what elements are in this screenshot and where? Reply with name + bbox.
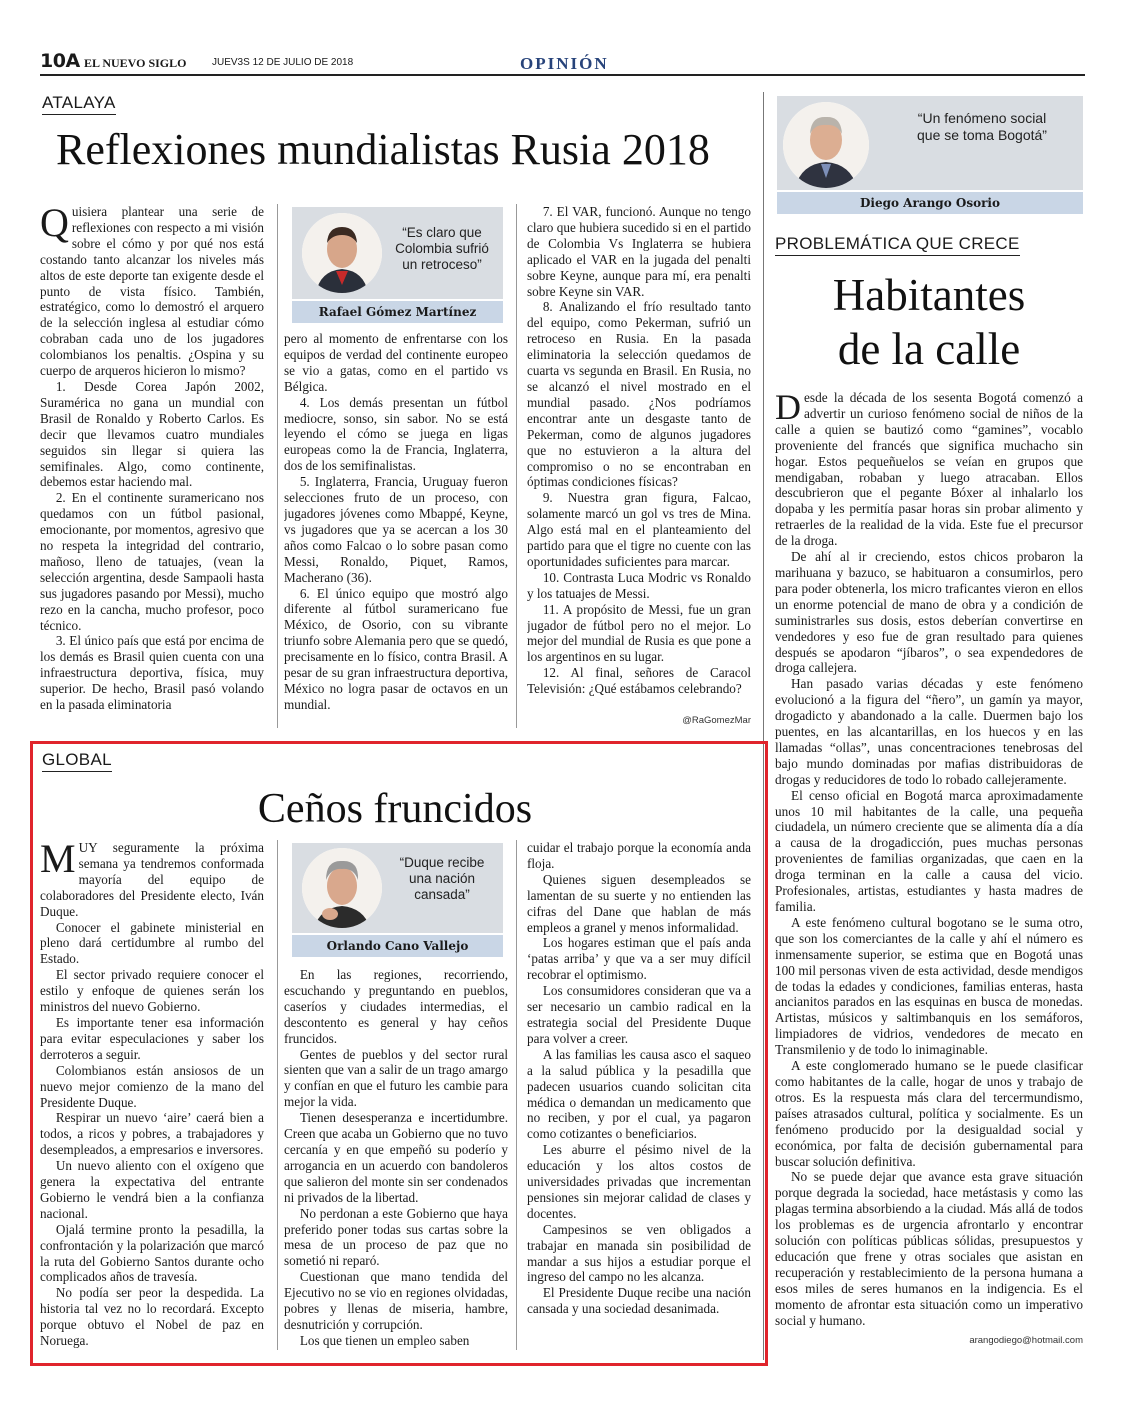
column-divider — [516, 204, 517, 728]
habitantes-signature: arangodiego@hotmail.com — [969, 1335, 1083, 1346]
global-paragraph: Cuestionan que mano tendida del Ejecutivo no se vio en regiones olvidadas, pobres y llenas de miseria, hambre, desnutrición y corrupción. — [284, 1269, 508, 1332]
drop-cap: D — [775, 390, 801, 427]
global-paragraph: Tienen desesperanza e incertidumbre. Creen que acaba un Gobierno que no tuvo cercanía y en que empeñó su poderío y arrogancia en un acuerdo con bandoleros que salieron del monte sin ser condenados ni privados de la libertad. — [284, 1110, 508, 1205]
atalaya-author-box — [292, 207, 503, 323]
habitantes-paragraph: A este conglomerado humano se le puede clasificar como habitantes de la calle, hogar de unos y trabajo de otros. Es la respuesta más clara del tercermundismo, países atrasados cultural, política y socialmente. Es un fenómeno producido por la desigualdad social y económica, por falta de decisión gubernamental para buscar solución definitiva. — [775, 1058, 1083, 1169]
global-paragraph: Conocer el gabinete ministerial en pleno dará certidumbre al rumbo del Estado. — [40, 919, 264, 967]
atalaya-column-1 — [40, 204, 264, 728]
global-paragraph: Quienes siguen desempleados se lamentan de su suerte y no entienden las cifras del Dane que hablan de más empleos a granel y menos informalidad. — [527, 871, 751, 935]
global-column-3 — [527, 840, 751, 1352]
atalaya-paragraph: 6. El único equipo que mostró algo diferente al fútbol suramericano fue México, de Osorio, con su vibrante triunfo sobre Alemania pero que se quedó, precisamente en lo físico, contra Brasil. A pesar de su gran infraestructura deportiva, México no logra pasar de octavos en un mundial. — [284, 585, 508, 712]
atalaya-paragraph: 12. Al final, señores de Caracol Televisión: ¿Qué estábamos celebrando? — [527, 665, 751, 697]
global-paragraph: Los hogares estiman que el país anda ‘patas arriba’ y que va a ser muy difícil recobrar el optimismo. — [527, 935, 751, 983]
global-paragraph: No podía ser peor la despedida. La historia tal vez no lo recordará. Excepto porque obtuvo el Nobel de paz en Noruega. — [40, 1285, 264, 1349]
atalaya-paragraph: 10. Contrasta Luca Modric vs Ronaldo y los tatuajes de Messi. — [527, 569, 751, 601]
author-portrait-icon — [302, 848, 382, 928]
column-divider — [516, 840, 517, 1350]
atalaya-column-3 — [527, 204, 751, 714]
section-name: OPINIÓN — [520, 54, 609, 73]
atalaya-author-name: Rafael Gómez Martínez — [292, 299, 503, 323]
global-kicker-wrap — [42, 750, 112, 772]
atalaya-paragraph: 7. El VAR, funcionó. Aunque no tengo claro que hubiera sucedido si en el partido de Colombia Vs Inglaterra se hubiera aplicado el VAR en la jugada del penalti sobre Keyne, aunque para mí, era penalti sobre Keyne sin VAR. — [527, 204, 751, 299]
habitantes-kicker: PROBLEMÁTICA QUE CRECE — [775, 234, 1020, 256]
global-paragraph: El Presidente Duque recibe una nación cansada y una sociedad desanimada. — [527, 1285, 751, 1317]
newspaper-name: EL NUEVO SIGLO — [84, 56, 187, 70]
page-number: 10A — [40, 50, 80, 72]
habitantes-paragraph: De ahí al ir creciendo, estos chicos probaron la marihuana y bazuco, se habituaron a consumirlos, pero para poder obtenerla, los micro traficantes vieron en ellos un enorme potencial de mano de obra y a condición de suministrarles sus dosis, estos deberían convertirse en vendedores y eso fue de gran resultado para quienes después se apodaron “jíbaros”, o sea expendedores de droga callejera. — [775, 549, 1083, 676]
atalaya-headline: Reflexiones mundialistas Rusia 2018 — [56, 125, 710, 174]
habitantes-lead-text: esde la década de los sesenta Bogotá comenzó a advertir un curioso fenómeno social de niños de la calle a quien se bautizó como “gamines”, vocablo proveniente del francés que significa muchacho sin hogar. Estos pequeñuelos se veían en grupos que mendigaban, robaban y luego atracaban. Ellos descubrieron que el pegante Bóxer al inhalarlo los dopaba y les permitía pasar horas sin probar alimento y retraerles de la realidad de la vida. Este fue el precursor de la droga. — [775, 390, 1083, 549]
global-paragraph: Los consumidores consideran que va a ser necesario un cambio radical en la estrategia social del Presidente Duque para volver a creer. — [527, 983, 751, 1046]
masthead-rule — [40, 74, 1085, 76]
global-paragraph: En las regiones, recorriendo, escuchando y preguntando en pueblos, caseríos y ciudades intermedias, el descontento es general y hay ceños fruncidos. — [284, 967, 508, 1046]
masthead — [40, 50, 1085, 74]
habitantes-paragraph: Han pasado varias décadas y este fenómeno evolucionó a la figura del “ñero”, un gamín ya mayor, drogadicto y abandonado a la calle. Duermen bajo los puentes, en las alcantarillas, en los huecos y en las llamadas “ollas”, unas concentraciones tenebrosas del bajo mundo dominadas por mafias distribuidoras de drogas y reducidores de todo lo robado callejeramente. — [775, 676, 1083, 787]
atalaya-kicker: ATALAYA — [42, 93, 116, 115]
global-paragraph: El sector privado requiere conocer el estilo y enfoque de quienes serán los ministros del nuevo Gobierno. — [40, 967, 264, 1015]
habitantes-kicker-wrap — [775, 234, 1020, 256]
atalaya-paragraph: 9. Nuestra gran figura, Falcao, solamente marcó un gol vs tres de Mina. Algo está mal en el planteamiento del partido para que el tigre no cuente con las oportunidades suficientes para marcar. — [527, 490, 751, 569]
habitantes-author-name: Diego Arango Osorio — [777, 190, 1083, 214]
global-headline: Ceños fruncidos — [257, 786, 533, 832]
global-paragraph: A las familias les causa asco el saqueo a la salud pública y la pesadilla que padecen usuarios cuando solicitan cita médica o demandan un medicamento que no reciben, y por el cual, ya pagaron como cotizantes o beneficiarios. — [527, 1046, 751, 1142]
global-author-name: Orlando Cano Vallejo — [292, 933, 503, 957]
author-portrait-icon — [783, 102, 869, 188]
column-divider — [277, 840, 278, 1350]
atalaya-paragraph — [40, 204, 264, 379]
atalaya-signature: @RaGomezMar — [682, 715, 751, 726]
habitantes-paragraph: No se puede dejar que avance esta grave situación porque degrada la sociedad, hace metástasis y como las plagas termina absorbiendo a la ciudad. Más allá de todos los problemas es de urgencia afrontarlo y encontrar solución con políticas públicas sólidas, presupuestos y educación que frene y otras sociales que asistan en recuperación y restablecimiento de la persona humana a esos miles de seres humanos en la indigencia. Es el momento de afrontar esta situación como un imperativo social y humano. — [775, 1169, 1083, 1328]
atalaya-paragraph: 8. Analizando el frío resultado tanto del equipo, como Pekerman, sufrió un retroceso en Rusia. En la pasada eliminatoria la selección quedamos de cuarta vs segunda en Brasil. En Rusia, no se alcanzó el nivel mostrado en el mundial pasado. ¿Nos podríamos encontrar ante un desgaste tanto de Pekerman, como de algunos jugadores que no estuvieron a la altura del compromiso o no se encontraban en óptimas condiciones físicas? — [527, 299, 751, 490]
global-paragraph: Colombianos están ansiosos de un nuevo mejor comienzo de la mano del Presidente Duque. — [40, 1062, 264, 1110]
habitantes-headline-line-1: Habitantes — [832, 270, 1026, 320]
column-divider — [277, 204, 278, 728]
global-kicker: GLOBAL — [42, 750, 112, 772]
atalaya-paragraph: 11. A propósito de Messi, fue un gran jugador de fútbol pero no el mejor. Lo mejor del mundial de Rusia es que pone a los argentinos en su lugar. — [527, 601, 751, 665]
atalaya-paragraph: 2. En el continente suramericano nos quedamos con un fútbol pasional, emocionante, por momentos, agresivo que no respeta la integridad del contrario, mañoso, lleno de tatuajes, (vean la selección argentina, desde Sampaoli hasta sus jugadores pasando por Messi), mucho rezo en la cancha, mucho profesor, poco técnico. — [40, 490, 264, 633]
global-column-1 — [40, 840, 264, 1352]
global-paragraph: Es importante tener esa información para evitar especulaciones y saber los derroteros a seguir. — [40, 1014, 264, 1062]
habitantes-paragraph — [775, 390, 1083, 549]
atalaya-kicker-wrap — [42, 93, 116, 115]
habitantes-paragraph: A este fenómeno cultural bogotano se le suma otro, que son los comerciantes de la calle y ahí el número es inmensamente superior, se estima que en Bogotá unas 100 mil personas viven de esta actividad, desde mendigos de todas la edades y condiciones, familias enteras, hasta ancianitos parados en las esquinas en busca de monedas. Artistas, músicos y saltimbanquis en los semáforos, limpiadores de vidrios, vendedores de mecato en Transmilenio y de todo lo inimaginable. — [775, 914, 1083, 1058]
habitantes-column — [775, 390, 1083, 1330]
author-portrait-icon — [302, 213, 382, 293]
habitantes-author-box — [777, 96, 1083, 214]
global-pull-quote: “Duque recibe una nación cansada” — [399, 855, 485, 902]
drop-cap: M — [40, 840, 76, 881]
global-paragraph: Gentes de pueblos y del sector rural sienten que van a salir de un trago amargo y confían en que el futuro les cambie para mejor la vida. — [284, 1046, 508, 1110]
atalaya-paragraph: 5. Inglaterra, Francia, Uruguay fueron selecciones fruto de un proceso, con jugadores jóvenes como Mbappé, Keyne, vs jugadores que ya se acercan a los 30 años como Falcao o lo sobre pasan como Messi, Ronaldo, Piquet, Ramos, Macherano (36). — [284, 474, 508, 585]
habitantes-headline-line-2: de la calle — [837, 324, 1021, 374]
issue-date: JUEV3S 12 DE JULIO DE 2018 — [212, 57, 354, 68]
global-column-2 — [284, 967, 508, 1350]
global-paragraph: Campesinos se ven obligados a trabajar en manada sin posibilidad de mandar a sus hijos a estudiar porque el ingreso del campo no les alcanza. — [527, 1221, 751, 1285]
global-paragraph — [40, 840, 264, 920]
atalaya-paragraph: 4. Los demás presentan un fútbol mediocre, sonso, sin sabor. No se está leyendo el cómo se juega en ligas europeas como la de Francia, Inglaterra, dos de los semifinalistas. — [284, 394, 508, 474]
habitantes-headline — [775, 268, 1083, 376]
global-lead-text: UY seguramente la próxima semana ya tendremos conformada mayoría del equipo de colaboradores del Presidente electo, Iván Duque. — [40, 840, 264, 919]
atalaya-lead-text: uisiera plantear una serie de reflexiones con respecto a mi visión sobre el cómo y por qué nos está costando tanto alcanzar los niveles más altos de este deporte tan exigente desde el punto de vista físico. También, estratégico, como lo demostró el arquero de la selección inglesa al estudiar cómo cobraban cada uno de los jugadores colombianos los penaltis. ¿Ospina y su cuerpo de arqueros hicieron lo mismo? — [40, 204, 264, 379]
habitantes-pull-quote: “Un fenómeno social que se toma Bogotá” — [917, 110, 1047, 143]
atalaya-paragraph: pero al momento de enfrentarse con los equipos de verdad del continente europeo se vio a gatas, como en el partido vs Bélgica. — [284, 331, 508, 394]
atalaya-paragraph: 3. El único país que está por encima de los demás es Brasil quien cuenta con una infraestructura deportiva, física, muy superior. De hecho, Brasil pasó volando en la pasada eliminatoria — [40, 633, 264, 713]
global-paragraph: Respirar un nuevo ‘aire’ caerá bien a todos, a ricos y pobres, a trabajadores y desempleados, a empresarios e inversores. — [40, 1110, 264, 1158]
global-paragraph: Ojalá termine pronto la pesadilla, la confrontación y la polarización que marcó la ruta del Gobierno Santos durante ocho complicados años de travesía. — [40, 1221, 264, 1285]
habitantes-paragraph: El censo oficial en Bogotá marca aproximadamente unos 10 mil habitantes de la calle, una pequeña ciudadela, un número creciente que se alimenta día a día a causa de la drogadicción, pues muchas personas provenientes de familias organizadas, que caen en la droga terminan en la calle a causa del vicio. Profesionales, artistas, estudiantes y hasta madres de familia. — [775, 787, 1083, 914]
global-paragraph: Los que tienen un empleo saben — [299, 1332, 470, 1348]
atalaya-column-2 — [284, 331, 508, 728]
atalaya-paragraph: 1. Desde Corea Japón 2002, Suramérica no gana un mundial con Brasil de Ronaldo y Roberto Carlos. Es decir que llevamos cuatro mundiales seguidos sin llegar si quiera las semifinales. Algo, como continente, debemos estar haciendo mal. — [40, 378, 264, 490]
global-paragraph: cuidar el trabajo porque la economía anda floja. — [527, 840, 751, 871]
drop-cap: Q — [40, 204, 69, 245]
global-author-box — [292, 843, 503, 957]
global-paragraph: Les aburre el pésimo nivel de la educación y los altos costos de universidades privadas que incrementan pensiones sin mejorar calidad de clases y docentes. — [527, 1142, 751, 1221]
atalaya-pull-quote: “Es claro que Colombia sufrió un retroceso” — [395, 225, 489, 272]
global-paragraph: Un nuevo aliento con el oxígeno que genera la expectativa del entrante Gobierno le vendrá bien a la confianza nacional. — [40, 1158, 264, 1221]
global-paragraph: No perdonan a este Gobierno que haya preferido poner todas sus cartas sobre la mesa de un proceso de paz que no sometió ni reparó. — [284, 1205, 508, 1269]
